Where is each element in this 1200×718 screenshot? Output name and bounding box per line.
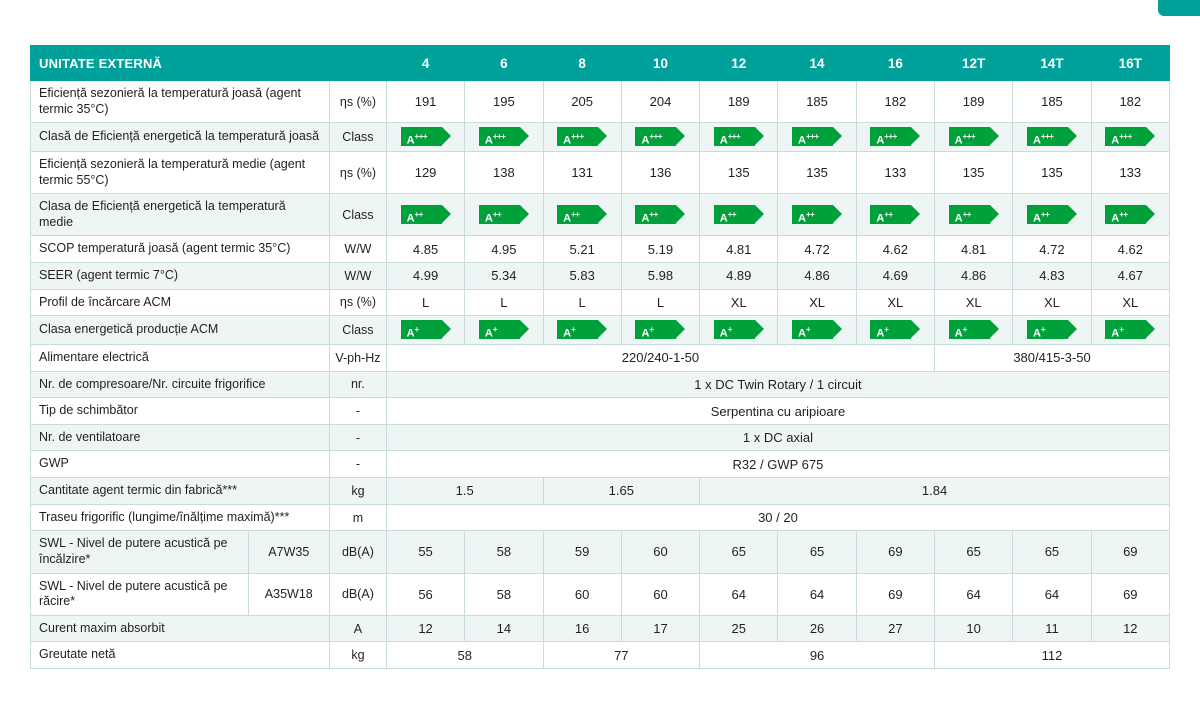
row-label: Cantitate agent termic din fabrică*** — [31, 478, 330, 505]
row-value: 10 — [935, 615, 1013, 642]
header-unit-label: UNITATE EXTERNĂ — [31, 46, 387, 81]
energy-class-badge: A+++ — [792, 127, 842, 147]
energy-class-badge: A++ — [1027, 205, 1077, 225]
row-value: 185 — [1013, 81, 1091, 123]
row-value: 136 — [621, 151, 699, 193]
row-value: 64 — [1013, 573, 1091, 615]
table-row — [31, 236, 1170, 263]
row-value — [543, 316, 621, 345]
row-value: 69 — [1091, 531, 1169, 573]
row-label: Eficiență sezonieră la temperatură medie (agent termic 55°C) — [31, 151, 330, 193]
row-value: 69 — [856, 573, 934, 615]
table-row — [31, 573, 1170, 615]
row-value: 182 — [856, 81, 934, 123]
row-value: 11 — [1013, 615, 1091, 642]
row-value — [1013, 194, 1091, 236]
table-row — [31, 263, 1170, 290]
row-value: 65 — [700, 531, 778, 573]
row-value — [856, 194, 934, 236]
row-value: 4.83 — [1013, 263, 1091, 290]
row-value: 191 — [386, 81, 464, 123]
row-unit: - — [329, 451, 386, 478]
row-value: 4.81 — [700, 236, 778, 263]
header-col-4: 4 — [386, 46, 464, 81]
row-value: XL — [1091, 289, 1169, 316]
row-value: 4.99 — [386, 263, 464, 290]
row-value: 65 — [778, 531, 856, 573]
row-value: 27 — [856, 615, 934, 642]
row-value — [856, 123, 934, 152]
row-label: SCOP temperatură joasă (agent termic 35°C) — [31, 236, 330, 263]
row-value — [386, 316, 464, 345]
table-body — [31, 81, 1170, 669]
header-col-14: 14 — [778, 46, 856, 81]
row-value: 5.19 — [621, 236, 699, 263]
row-value: 14 — [465, 615, 543, 642]
energy-class-badge: A++ — [792, 205, 842, 225]
row-value: L — [621, 289, 699, 316]
row-value — [935, 316, 1013, 345]
row-unit: A — [329, 615, 386, 642]
row-unit: nr. — [329, 371, 386, 398]
table-row — [31, 642, 1170, 669]
energy-class-badge: A+ — [714, 320, 764, 340]
energy-class-badge: A+ — [1105, 320, 1155, 340]
energy-class-badge: A+ — [1027, 320, 1077, 340]
row-value — [621, 194, 699, 236]
row-value: 64 — [700, 573, 778, 615]
row-value: XL — [778, 289, 856, 316]
row-unit: W/W — [329, 236, 386, 263]
row-sublabel: A7W35 — [248, 531, 329, 573]
table-row — [31, 344, 1170, 371]
row-unit: - — [329, 398, 386, 425]
row-unit: ηs (%) — [329, 289, 386, 316]
header-col-6: 6 — [465, 46, 543, 81]
table-row — [31, 289, 1170, 316]
header-col-10: 10 — [621, 46, 699, 81]
row-value — [935, 194, 1013, 236]
row-value: 131 — [543, 151, 621, 193]
energy-class-badge: A++ — [635, 205, 685, 225]
row-value: 60 — [621, 531, 699, 573]
row-value: 4.67 — [1091, 263, 1169, 290]
table-row — [31, 151, 1170, 193]
row-merged-value: 58 — [386, 642, 543, 669]
row-value: 135 — [1013, 151, 1091, 193]
row-merged-value: 220/240-1-50 — [386, 344, 934, 371]
row-value: 4.86 — [935, 263, 1013, 290]
header-col-14t: 14T — [1013, 46, 1091, 81]
energy-class-badge: A++ — [401, 205, 451, 225]
row-sublabel: A35W18 — [248, 573, 329, 615]
row-value — [778, 316, 856, 345]
row-value: 64 — [778, 573, 856, 615]
row-value: 135 — [778, 151, 856, 193]
row-value: 55 — [386, 531, 464, 573]
table-row — [31, 504, 1170, 531]
row-value: 4.85 — [386, 236, 464, 263]
row-value: 185 — [778, 81, 856, 123]
table-row — [31, 531, 1170, 573]
row-value — [465, 316, 543, 345]
energy-class-badge: A+++ — [949, 127, 999, 147]
row-label: SWL - Nivel de putere acustică pe încălzire* — [31, 531, 249, 573]
row-label: Greutate netă — [31, 642, 330, 669]
row-value: 189 — [935, 81, 1013, 123]
row-unit: Class — [329, 316, 386, 345]
row-value — [1091, 194, 1169, 236]
row-label: Curent maxim absorbit — [31, 615, 330, 642]
row-value: 60 — [621, 573, 699, 615]
row-value: 138 — [465, 151, 543, 193]
row-value: 5.34 — [465, 263, 543, 290]
row-value: 17 — [621, 615, 699, 642]
row-unit: dB(A) — [329, 573, 386, 615]
row-value: XL — [935, 289, 1013, 316]
row-value: 58 — [465, 573, 543, 615]
row-value — [778, 123, 856, 152]
row-value: 60 — [543, 573, 621, 615]
energy-class-badge: A+ — [870, 320, 920, 340]
energy-class-badge: A++ — [1105, 205, 1155, 225]
energy-class-badge: A+++ — [401, 127, 451, 147]
row-value: 133 — [1091, 151, 1169, 193]
row-merged-value: R32 / GWP 675 — [386, 451, 1169, 478]
row-value: 69 — [1091, 573, 1169, 615]
row-label: Traseu frigorific (lungime/înălțime maximă)*** — [31, 504, 330, 531]
row-label: Clasa energetică producție ACM — [31, 316, 330, 345]
energy-class-badge: A+++ — [635, 127, 685, 147]
row-value: 182 — [1091, 81, 1169, 123]
energy-class-badge: A+++ — [870, 127, 920, 147]
row-merged-value: 30 / 20 — [386, 504, 1169, 531]
row-value — [465, 123, 543, 152]
row-value: 16 — [543, 615, 621, 642]
row-value: 4.62 — [1091, 236, 1169, 263]
row-value: 12 — [1091, 615, 1169, 642]
row-merged-value: 1 x DC axial — [386, 424, 1169, 451]
row-value: 4.69 — [856, 263, 934, 290]
row-value — [1091, 316, 1169, 345]
table-row — [31, 478, 1170, 505]
row-value — [386, 123, 464, 152]
energy-class-badge: A+++ — [1105, 127, 1155, 147]
table-row — [31, 398, 1170, 425]
table-header-row — [31, 46, 1170, 81]
row-unit: kg — [329, 478, 386, 505]
energy-class-badge: A+ — [401, 320, 451, 340]
row-value — [1013, 316, 1091, 345]
row-value: 4.86 — [778, 263, 856, 290]
row-unit: ηs (%) — [329, 151, 386, 193]
row-value: 4.89 — [700, 263, 778, 290]
row-label: Clasă de Eficiență energetică la temperatură joasă — [31, 123, 330, 152]
row-value: 5.98 — [621, 263, 699, 290]
row-value: 189 — [700, 81, 778, 123]
row-value: 4.81 — [935, 236, 1013, 263]
row-merged-value: 112 — [935, 642, 1170, 669]
row-value: 4.62 — [856, 236, 934, 263]
row-value: 65 — [935, 531, 1013, 573]
row-value — [856, 316, 934, 345]
row-value — [700, 123, 778, 152]
energy-class-badge: A++ — [949, 205, 999, 225]
row-value: 25 — [700, 615, 778, 642]
energy-class-badge: A+++ — [714, 127, 764, 147]
row-label: SEER (agent termic 7°C) — [31, 263, 330, 290]
row-value: 135 — [700, 151, 778, 193]
table-row — [31, 424, 1170, 451]
row-merged-value: 1.5 — [386, 478, 543, 505]
row-value: XL — [700, 289, 778, 316]
row-label: Alimentare electrică — [31, 344, 330, 371]
row-value: XL — [856, 289, 934, 316]
row-unit: W/W — [329, 263, 386, 290]
energy-class-badge: A+++ — [479, 127, 529, 147]
row-value: 5.21 — [543, 236, 621, 263]
energy-class-badge: A+ — [557, 320, 607, 340]
row-label: Nr. de ventilatoare — [31, 424, 330, 451]
row-unit: kg — [329, 642, 386, 669]
row-value: 4.72 — [778, 236, 856, 263]
row-unit: m — [329, 504, 386, 531]
row-value: 64 — [935, 573, 1013, 615]
row-merged-value: 96 — [700, 642, 935, 669]
row-value: 204 — [621, 81, 699, 123]
row-value — [543, 194, 621, 236]
row-value — [465, 194, 543, 236]
row-value: 12 — [386, 615, 464, 642]
table-row — [31, 123, 1170, 152]
header-col-12t: 12T — [935, 46, 1013, 81]
row-unit: - — [329, 424, 386, 451]
table-row — [31, 451, 1170, 478]
row-unit: Class — [329, 194, 386, 236]
table-row — [31, 316, 1170, 345]
row-value — [778, 194, 856, 236]
energy-class-badge: A++ — [714, 205, 764, 225]
row-value — [935, 123, 1013, 152]
energy-class-badge: A+ — [949, 320, 999, 340]
header-col-8: 8 — [543, 46, 621, 81]
header-col-16t: 16T — [1091, 46, 1169, 81]
energy-class-badge: A++ — [870, 205, 920, 225]
row-value: 195 — [465, 81, 543, 123]
row-unit: Class — [329, 123, 386, 152]
row-value: 26 — [778, 615, 856, 642]
energy-class-badge: A+++ — [1027, 127, 1077, 147]
row-label: GWP — [31, 451, 330, 478]
energy-class-badge: A+ — [792, 320, 842, 340]
row-merged-value: 77 — [543, 642, 700, 669]
row-value: 4.95 — [465, 236, 543, 263]
row-value: 69 — [856, 531, 934, 573]
row-value: 56 — [386, 573, 464, 615]
row-value — [621, 316, 699, 345]
row-unit: V-ph-Hz — [329, 344, 386, 371]
row-label: Tip de schimbător — [31, 398, 330, 425]
row-value — [1013, 123, 1091, 152]
row-merged-value: Serpentina cu aripioare — [386, 398, 1169, 425]
row-label: Nr. de compresoare/Nr. circuite frigorifice — [31, 371, 330, 398]
row-value: L — [386, 289, 464, 316]
row-merged-value: 1 x DC Twin Rotary / 1 circuit — [386, 371, 1169, 398]
row-value: L — [465, 289, 543, 316]
row-value: 4.72 — [1013, 236, 1091, 263]
row-value: 65 — [1013, 531, 1091, 573]
row-value — [1091, 123, 1169, 152]
table-row — [31, 81, 1170, 123]
table-row — [31, 371, 1170, 398]
row-value — [386, 194, 464, 236]
header-col-12: 12 — [700, 46, 778, 81]
row-label: Eficiență sezonieră la temperatură joasă (agent termic 35°C) — [31, 81, 330, 123]
row-value — [621, 123, 699, 152]
row-value — [543, 123, 621, 152]
row-merged-value: 1.84 — [700, 478, 1170, 505]
header-col-16: 16 — [856, 46, 934, 81]
row-value: 5.83 — [543, 263, 621, 290]
row-value: 58 — [465, 531, 543, 573]
row-label: Clasa de Eficiență energetică la temperatură medie — [31, 194, 330, 236]
energy-class-badge: A+ — [479, 320, 529, 340]
row-label: SWL - Nivel de putere acustică pe răcire* — [31, 573, 249, 615]
row-label: Profil de încărcare ACM — [31, 289, 330, 316]
row-value: 205 — [543, 81, 621, 123]
energy-class-badge: A+ — [635, 320, 685, 340]
table-row — [31, 615, 1170, 642]
row-unit: dB(A) — [329, 531, 386, 573]
row-value — [700, 316, 778, 345]
row-merged-value: 380/415-3-50 — [935, 344, 1170, 371]
table-row — [31, 194, 1170, 236]
energy-class-badge: A++ — [557, 205, 607, 225]
specification-table — [30, 45, 1170, 669]
row-value: 133 — [856, 151, 934, 193]
row-value: 129 — [386, 151, 464, 193]
row-value — [700, 194, 778, 236]
row-value: L — [543, 289, 621, 316]
row-value: XL — [1013, 289, 1091, 316]
corner-tab-decoration — [1158, 0, 1200, 16]
row-value: 135 — [935, 151, 1013, 193]
row-value: 59 — [543, 531, 621, 573]
row-merged-value: 1.65 — [543, 478, 700, 505]
energy-class-badge: A++ — [479, 205, 529, 225]
energy-class-badge: A+++ — [557, 127, 607, 147]
row-unit: ηs (%) — [329, 81, 386, 123]
